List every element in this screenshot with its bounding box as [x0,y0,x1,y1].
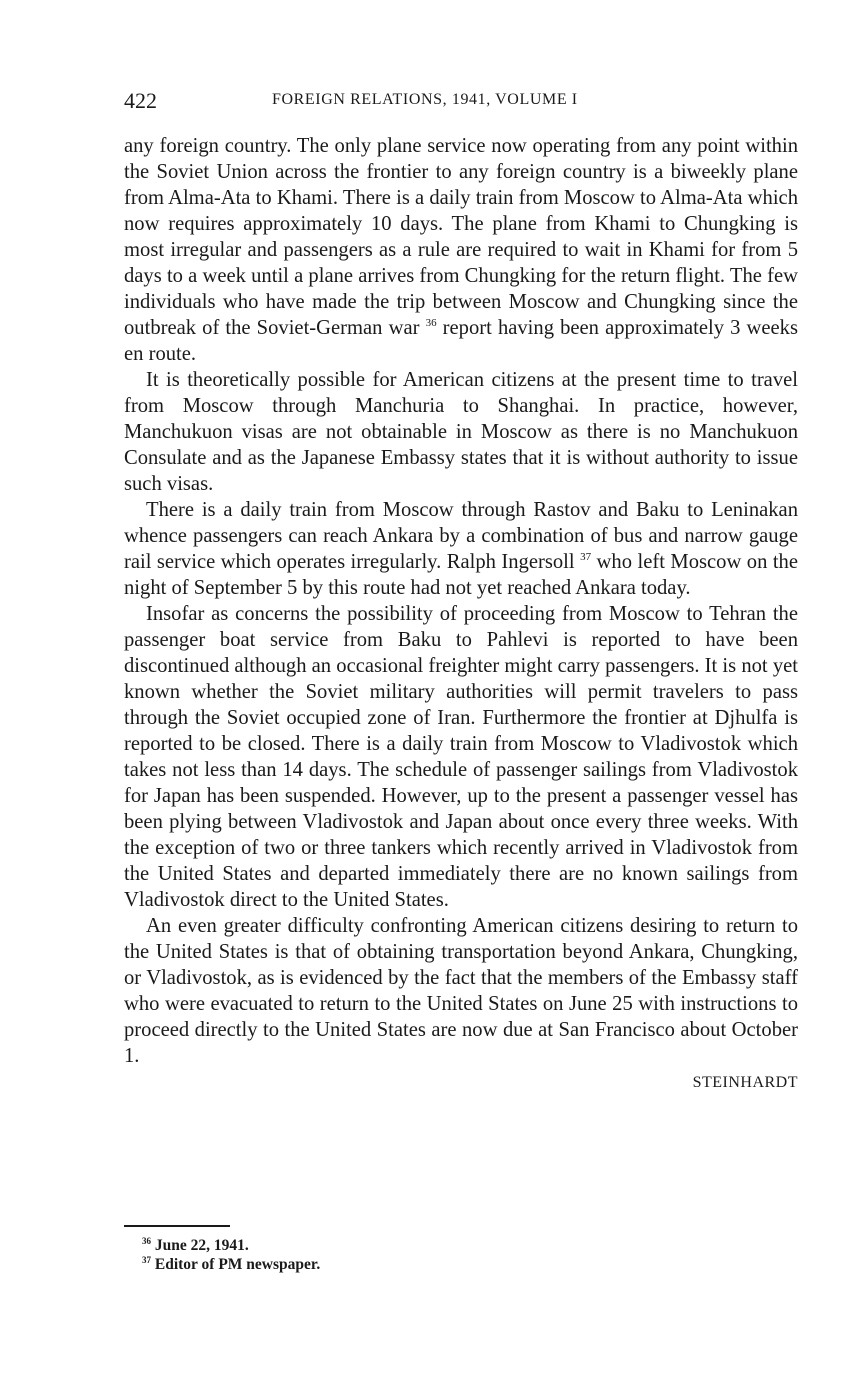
footnote-mark: 36 [142,1235,151,1246]
paragraph: An even greater difficulty confronting American citizens desiring to return to the United States is that of obtaining transportation beyond Ankara, Chungking, or Vladivostok, as is evidenced by the fact that the members of the Embassy staff who were evacuated to return to the United States on June 25 with instructions to proceed directly to the United States are now due at San Francisco about October 1. [124,915,798,1067]
paragraph-text: report having been approximately 3 weeks en route. [124,317,798,365]
paragraph [124,497,798,601]
footnotes [142,1236,320,1274]
paragraph-text: any foreign country. The only plane service now operating from any point within the Soviet Union across the frontier to any foreign country is a biweekly plane from Alma-Ata to Khami. There is a daily train from Moscow to Alma-Ata which now requires approximately 10 days. The plane from Khami to Chungking is most irregular and passengers as a rule are required to wait in Khami for from 5 days to a week until a plane arrives from Chungking for the return flight. The few individuals who have made the trip between Moscow and Chungking since the outbreak of the Soviet-German war [124,135,798,339]
footnote-divider [124,1225,230,1227]
footnote-reference: 37 [580,551,592,564]
footnote-text: Editor of PM newspaper. [154,1256,321,1273]
body-text [124,133,798,1069]
footnote [142,1236,320,1255]
signature: STEINHARDT [692,1074,798,1091]
footnote-text: June 22, 1941. [154,1237,249,1254]
running-head [124,88,798,118]
paragraph-text: who left Moscow on the night of September 5 by this route had not yet reached Ankara today. [124,551,798,599]
footnote-mark: 37 [142,1254,151,1265]
page-number: 422 [124,88,157,113]
page-header-title: FOREIGN RELATIONS, 1941, VOLUME I [272,91,578,108]
page [124,88,798,1094]
paragraph-text: There is a daily train from Moscow through Rastov and Baku to Leninakan whence passengers can reach Ankara by a combination of bus and narrow gauge rail service which operates irregularly. Ralph Ingersoll [124,499,798,573]
paragraph: It is theoretically possible for American citizens at the present time to travel from Moscow through Manchuria to Shanghai. In practice, however, Manchukuon visas are not obtainable in Moscow as there is no Manchukuon Consulate and as the Japanese Embassy states that it is without authority to issue such visas. [124,369,798,495]
footnote [142,1255,320,1274]
footnote-reference: 36 [425,317,437,330]
paragraph: Insofar as concerns the possibility of proceeding from Moscow to Tehran the passenger boat service from Baku to Pahlevi is reported to have been discontinued although an occasional freighter might carry passengers. It is not yet known whether the Soviet military authorities will permit travelers to pass through the Soviet occupied zone of Iran. Furthermore the frontier at Djhulfa is reported to be closed. There is a daily train from Moscow to Vladivostok which takes not less than 14 days. The schedule of passenger sailings from Vladivostok for Japan has been suspended. However, up to the present a passenger vessel has been plying between Vladivostok and Japan about once every three weeks. With the exception of two or three tankers which recently arrived in Vladivostok from the United States and departed immediately there are no known sailings from Vladivostok direct to the United States. [124,603,798,911]
paragraph [124,133,798,367]
